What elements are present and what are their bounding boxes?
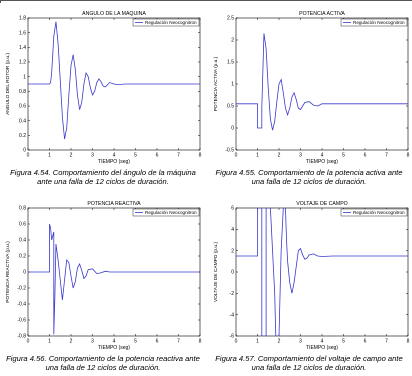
caption-line: una falla de 12 ciclos de duración.	[251, 177, 367, 187]
x-axis-label: TIEMPO (seg)	[306, 345, 338, 351]
y-tick-label: 0	[231, 269, 234, 276]
x-tick-label: 5	[342, 152, 345, 159]
y-tick-label: 2	[231, 37, 234, 44]
y-tick-label: -0.4	[17, 301, 26, 308]
x-tick-label: 3	[91, 338, 94, 345]
y-tick-label: 0.2	[19, 133, 26, 140]
y-axis-label: POTENCIA REACTIVA (p.u.)	[6, 241, 11, 303]
legend-label: Regulación Neocognitron	[145, 210, 197, 216]
y-tick-label: -0.5	[225, 147, 234, 154]
y-tick-label: 1	[231, 81, 234, 88]
y-tick-label: 1	[23, 74, 26, 81]
caption-line: Figura 4.57. Comportamiento del voltaje de campo ante	[215, 354, 403, 363]
x-tick-label: 6	[155, 338, 159, 345]
x-tick-label: 6	[363, 338, 367, 345]
chart-svg	[206, 6, 412, 170]
x-tick-label: 4	[320, 152, 324, 159]
figure-panel-reactive-power	[0, 196, 206, 356]
x-tick-label: 5	[134, 338, 137, 345]
chart-title: VOLTAJE DE CAMPO	[296, 201, 348, 207]
chart-svg	[0, 196, 206, 356]
caption-line: Figura 4.54. Comportamiento del ángulo de la máquina	[10, 168, 196, 177]
caption-line: ante una falla de 12 ciclos de duración.	[37, 177, 169, 187]
figure-panel-field-voltage	[206, 196, 412, 356]
y-tick-label: -0.8	[17, 333, 26, 340]
page-top-rule	[0, 0, 412, 1]
x-tick-label: 1	[48, 338, 51, 345]
y-tick-label: 0.5	[227, 103, 234, 110]
x-tick-label: 5	[342, 338, 345, 345]
x-tick-label: 2	[69, 338, 73, 345]
figure-panel-angle	[0, 6, 206, 170]
x-tick-label: 3	[299, 338, 302, 345]
y-axis-label: POTENCIA ACTIVA (p.u.)	[214, 56, 219, 112]
x-tick-label: 6	[155, 152, 159, 159]
y-tick-label: 1.8	[19, 15, 26, 22]
y-tick-label: 0	[23, 269, 26, 276]
y-axis-label: ANGULO DEL ROTOR (p.u.)	[6, 53, 11, 115]
x-tick-label: 8	[406, 338, 410, 345]
x-tick-label: 4	[112, 152, 116, 159]
figure-caption-field-voltage	[206, 354, 412, 373]
x-tick-label: 6	[363, 152, 367, 159]
y-tick-label: 0.6	[19, 103, 26, 110]
chart-title: ANGULO DE LA MAQUINA	[82, 11, 146, 17]
x-tick-label: 8	[198, 338, 202, 345]
x-tick-label: 5	[134, 152, 137, 159]
y-tick-label: 0.8	[19, 89, 26, 96]
x-tick-label: 7	[177, 338, 180, 345]
page-corner-mark	[0, 0, 4, 3]
x-axis-label: TIEMPO (seg)	[98, 345, 130, 351]
figure-caption-angle	[0, 168, 206, 187]
x-tick-label: 0	[26, 152, 30, 159]
x-tick-label: 7	[385, 338, 388, 345]
y-tick-label: 0.6	[19, 221, 26, 228]
y-tick-label: 1.6	[19, 30, 26, 37]
x-tick-label: 1	[48, 152, 51, 159]
chart-title: POTENCIA REACTIVA	[87, 201, 141, 207]
y-tick-label: 0.2	[19, 253, 26, 260]
x-axis-label: TIEMPO (seg)	[306, 159, 338, 165]
plot-frame	[236, 18, 408, 150]
y-tick-label: 2	[231, 248, 234, 255]
y-tick-label: 0.8	[19, 205, 26, 212]
caption-line: Figura 4.56. Comportamiento de la potencia reactiva ante	[6, 354, 200, 363]
y-tick-label: 1.5	[227, 59, 234, 66]
y-tick-label: -0.6	[17, 317, 26, 324]
caption-line: una falla de 12 ciclos de duración.	[251, 363, 367, 373]
x-tick-label: 7	[385, 152, 388, 159]
x-tick-label: 8	[198, 152, 202, 159]
x-tick-label: 2	[277, 152, 281, 159]
x-tick-label: 4	[320, 338, 324, 345]
x-tick-label: 0	[26, 338, 30, 345]
x-tick-label: 7	[177, 152, 180, 159]
x-tick-label: 1	[256, 338, 259, 345]
y-tick-label: 0	[231, 125, 234, 132]
y-tick-label: 0.4	[19, 118, 26, 125]
x-tick-label: 2	[277, 338, 281, 345]
figure-caption-reactive-power	[0, 354, 206, 373]
y-tick-label: -6	[229, 333, 234, 340]
y-tick-label: -4	[229, 312, 234, 319]
y-tick-label: 0	[23, 147, 26, 154]
x-tick-label: 2	[69, 152, 73, 159]
x-tick-label: 0	[234, 152, 238, 159]
chart-svg	[206, 196, 412, 356]
legend-label: Regulación Neocognitron	[353, 20, 405, 26]
x-tick-label: 3	[299, 152, 302, 159]
y-tick-label: 4	[231, 227, 234, 234]
chart-title: POTENCIA ACTIVA	[299, 11, 345, 17]
y-tick-label: 1.4	[19, 45, 26, 52]
legend-label: Regulación Neocognitron	[145, 20, 197, 26]
x-tick-label: 0	[234, 338, 238, 345]
x-tick-label: 3	[91, 152, 94, 159]
y-tick-label: -0.2	[17, 285, 26, 292]
caption-line: una falla de 12 ciclos de duración.	[45, 363, 161, 373]
legend-label: Regulación Neocognitron	[353, 210, 405, 216]
y-tick-label: -2	[229, 291, 234, 298]
x-tick-label: 8	[406, 152, 410, 159]
y-tick-label: 2.5	[227, 15, 234, 22]
y-tick-label: 0.4	[19, 237, 26, 244]
figure-panel-active-power	[206, 6, 412, 170]
caption-line: Figura 4.55. Comportamiento de la potencia activa ante	[215, 168, 403, 177]
x-tick-label: 4	[112, 338, 116, 345]
figure-caption-active-power	[206, 168, 412, 187]
x-axis-label: TIEMPO (seg)	[98, 159, 130, 165]
y-tick-label: 1.2	[19, 59, 26, 66]
x-tick-label: 1	[256, 152, 259, 159]
y-axis-label: VOLTAJE DE CAMPO (p.u.)	[214, 241, 219, 303]
y-tick-label: 6	[231, 205, 234, 212]
chart-svg	[0, 6, 206, 170]
